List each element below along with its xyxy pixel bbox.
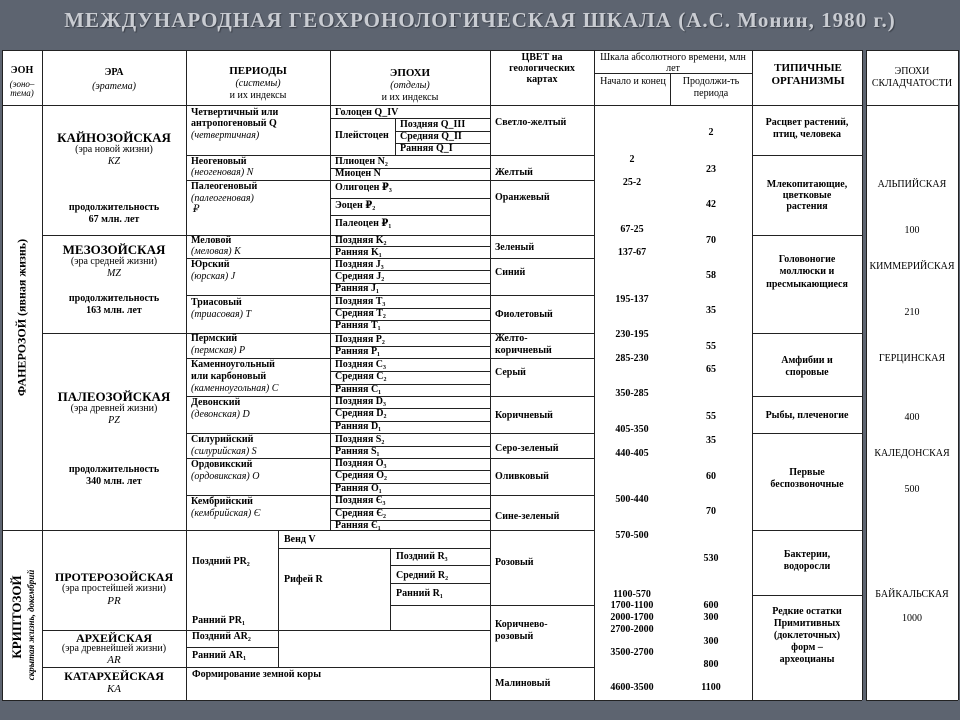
period-late-proterozoic: Поздний PR₂: [192, 556, 250, 567]
organisms-mesozoic-2: моллюски и: [779, 266, 835, 277]
epoch-p-late: Поздняя P₂: [335, 334, 385, 345]
organisms-cenozoic: Млекопитающие,: [766, 179, 848, 190]
header-epoch-sub1: (отделы): [390, 80, 430, 91]
duration-value: 42: [706, 199, 716, 210]
folding-age-100: 100: [904, 225, 920, 236]
header-color: ЦВЕТ на геологических картах: [509, 52, 575, 85]
period-silurian: Силурийский: [191, 434, 254, 445]
folding-column: [866, 50, 958, 700]
period-early-archean: Ранний AR₁: [192, 650, 247, 661]
eon-cryptozoic-sub: скрытая жизнь, докембрий: [26, 569, 36, 681]
era-archean-sub: (эра древнейшей жизни): [61, 643, 167, 654]
period-silurian-2: (силурийская) S: [191, 446, 257, 457]
header-eon: ЭОН: [10, 65, 34, 76]
header-epoch-sub2: и их индексы: [381, 92, 439, 103]
period-jurassic: Юрский: [191, 259, 230, 270]
duration-value: 70: [706, 506, 716, 517]
age-start-end: 2700-2000: [610, 624, 654, 635]
header-period-sub2: и их индексы: [229, 90, 287, 101]
period-ordovician-2: (ордовикская) O: [191, 471, 260, 482]
period-quaternary-3: (четвертичная): [191, 130, 260, 141]
era-proterozoic: ПРОТЕРОЗОЙСКАЯ: [54, 570, 174, 584]
epoch-c-mid: Средняя C₂: [335, 371, 387, 382]
folding-caledonian: КАЛЕДОНСКАЯ: [874, 448, 950, 459]
period-riphean: Рифей R: [284, 574, 323, 585]
age-start-end: 230-195: [615, 329, 649, 340]
epoch-o-mid: Средняя O₂: [335, 470, 388, 481]
header-organisms: ТИПИЧНЫЕ ОРГАНИЗМЫ: [771, 62, 845, 87]
era-cenozoic-dur1: продолжительность: [68, 202, 160, 213]
header-period-sub1: (системы): [235, 78, 281, 89]
epoch-c-early: Ранняя C₁: [335, 384, 382, 395]
color-crimson: Малиновый: [495, 678, 551, 689]
era-katarchean-idx: КА: [106, 683, 122, 695]
folding-age-210: 210: [904, 307, 920, 318]
organisms-cenozoic-q-2: птиц, человека: [772, 129, 842, 140]
age-start-end: 25-2: [622, 177, 642, 188]
age-start-end: 67-25: [620, 224, 644, 235]
age-start-end: 2: [629, 154, 635, 165]
period-quaternary: Четвертичный или: [191, 107, 279, 118]
header-scale: Шкала абсолютного времени, млн лет: [600, 52, 746, 74]
color-brown: Коричневый: [495, 410, 553, 421]
folding-baikal: БАЙКАЛЬСКАЯ: [875, 589, 949, 600]
period-permian-2: (пермская) P: [191, 345, 246, 356]
period-paleogene-3: ₽: [193, 204, 200, 215]
epoch-pl-late: Поздняя Q_III: [400, 119, 466, 130]
era-mesozoic-idx: MZ: [107, 268, 121, 279]
era-paleozoic-dur2: 340 млн. лет: [86, 476, 142, 487]
epoch-t-late: Поздняя T₃: [335, 296, 386, 307]
epoch-c-late: Поздняя C₃: [335, 359, 386, 370]
organisms-cenozoic-q: Расцвет растений,: [765, 117, 849, 128]
age-start-end: 405-350: [615, 424, 649, 435]
period-paleogene: Палеогеновый: [191, 181, 258, 192]
age-start-end: 350-285: [615, 388, 649, 399]
organisms-archean: Редкие остатки: [772, 606, 842, 617]
duration-value: 600: [703, 600, 719, 611]
page-title: МЕЖДУНАРОДНАЯ ГЕОХРОНОЛОГИЧЕСКАЯ ШКАЛА (А.С. Монин, 1980 г.): [64, 8, 896, 32]
duration-value: 65: [706, 364, 716, 375]
duration-value: 55: [706, 411, 716, 422]
duration-value: 35: [706, 435, 716, 446]
epoch-pl-early: Ранняя Q_I: [400, 143, 453, 154]
period-carboniferous-2: или карбоновый: [191, 371, 267, 382]
age-start-end: 137-67: [617, 247, 647, 258]
period-paleogene-2: (палеогеновая): [191, 193, 254, 204]
duration-value: 70: [706, 235, 716, 246]
duration-value: 800: [703, 659, 719, 670]
color-green: Зеленый: [495, 242, 535, 253]
epoch-pleistocene: Плейстоцен: [335, 130, 389, 141]
organisms-early-paleozoic: Первые: [789, 467, 825, 478]
header-era-sub: (эратема): [92, 81, 136, 92]
epoch-cm-mid: Средняя Є₂: [335, 508, 387, 519]
organisms-cenozoic-3: растения: [786, 201, 828, 212]
epoch-p-early: Ранняя P₁: [335, 346, 381, 357]
header-folding: ЭПОХИ СКЛАДЧАТОСТИ: [871, 66, 953, 89]
color-brown-pink: Коричнево-: [495, 619, 548, 630]
age-start-end: 1700-1100: [610, 600, 654, 611]
duration-value: 60: [706, 471, 716, 482]
duration-value: 55: [706, 341, 716, 352]
epoch-miocene: Миоцен N: [335, 168, 381, 179]
era-mesozoic-dur2: 163 млн. лет: [86, 305, 142, 316]
period-cretaceous-2: (меловая) K: [191, 246, 241, 257]
organisms-early-paleozoic-2: беспозвоночные: [770, 479, 844, 490]
color-violet: Фиолетовый: [495, 309, 553, 320]
duration-value: 2: [708, 127, 714, 138]
period-late-archean: Поздний AR₂: [192, 631, 251, 642]
era-mesozoic-sub: (эра средней жизни): [70, 256, 158, 267]
period-cretaceous: Меловой: [191, 235, 232, 246]
duration-value: 35: [706, 305, 716, 316]
period-triassic: Триасовый: [191, 297, 242, 308]
eon-phanerozoic: ФАНЕРОЗОЙ (явная жизнь): [14, 238, 29, 397]
epoch-d-early: Ранняя D₁: [335, 421, 382, 432]
color-blue-green: Сине-зеленый: [495, 511, 560, 522]
era-cenozoic: КАЙНОЗОЙСКАЯ: [57, 130, 171, 145]
era-katarchean: КАТАРХЕЙСКАЯ: [64, 669, 164, 683]
epoch-holocene: Голоцен Q_IV: [335, 107, 399, 118]
duration-value: 300: [703, 636, 719, 647]
organisms-mesozoic: Головоногие: [778, 254, 836, 265]
duration-value: 58: [706, 270, 716, 281]
color-yellow-brown-2: коричневый: [495, 345, 552, 356]
era-cenozoic-idx: KZ: [107, 156, 121, 167]
era-archean-idx: AR: [107, 654, 121, 666]
duration-value: 1100: [701, 682, 721, 693]
eon-cryptozoic: КРИПТОЗОЙ: [9, 575, 24, 659]
period-jurassic-2: (юрская) J: [191, 271, 236, 282]
header-eon-sub: (эоно–тема): [9, 79, 35, 99]
period-quaternary-2: антропогеновый Q: [191, 118, 277, 129]
period-permian: Пермский: [191, 333, 238, 344]
folding-age-400: 400: [904, 412, 920, 423]
folding-age-500: 500: [904, 484, 920, 495]
era-archean: АРХЕЙСКАЯ: [75, 631, 153, 645]
color-gray-green: Серо-зеленый: [495, 443, 559, 454]
organisms-proterozoic-2: водоросли: [783, 561, 831, 572]
epoch-t-mid: Средняя T₂: [335, 308, 386, 319]
age-start-end: 2000-1700: [610, 612, 654, 623]
color-orange: Оранжевый: [495, 192, 550, 203]
age-start-end: 440-405: [615, 448, 649, 459]
color-olive: Оливковый: [495, 471, 549, 482]
era-paleozoic-idx: PZ: [108, 415, 120, 426]
period-carboniferous: Каменноугольный: [191, 359, 275, 370]
organisms-proterozoic: Бактерии,: [783, 549, 831, 560]
epoch-s-late: Поздняя S₂: [335, 434, 385, 445]
era-paleozoic: ПАЛЕОЗОЙСКАЯ: [57, 389, 171, 404]
period-early-proterozoic: Ранний PR₁: [192, 615, 245, 626]
age-start-end: 570-500: [615, 530, 649, 541]
epoch-r-late: Поздний R₃: [396, 551, 448, 562]
epoch-j-mid: Средняя J₂: [335, 271, 385, 282]
epoch-r-early: Ранний R₁: [396, 588, 443, 599]
period-vend: Венд V: [284, 534, 316, 545]
era-cenozoic-dur2: 67 млн. лет: [88, 214, 140, 225]
era-proterozoic-sub: (эра простейшей жизни): [62, 583, 166, 594]
header-era: ЭРА: [104, 67, 124, 78]
period-devonian: Девонский: [191, 397, 241, 408]
duration-value: 23: [706, 164, 716, 175]
duration-value: 530: [703, 553, 719, 564]
age-start-end: 285-230: [615, 353, 649, 364]
header-duration: Продолжи-ть периода: [682, 76, 740, 99]
duration-value: 300: [703, 612, 719, 623]
period-devonian-2: (девонская) D: [191, 409, 250, 420]
organisms-archean-2: Примитивных: [773, 618, 841, 629]
period-cambrian-2: (кембрийская) Є: [191, 508, 261, 519]
period-crust-formation: Формирование земной коры: [192, 669, 322, 680]
epoch-eocene: Эоцен ₽₂: [335, 200, 376, 211]
organisms-archean-5: археоцианы: [779, 654, 835, 665]
epoch-o-late: Поздняя O₃: [335, 458, 387, 469]
era-paleozoic-sub: (эра древней жизни): [70, 403, 158, 414]
epoch-cm-early: Ранняя Є₁: [335, 520, 381, 531]
epoch-o-early: Ранняя O₁: [335, 483, 382, 494]
age-start-end: 195-137: [615, 294, 649, 305]
age-start-end: 4600-3500: [610, 682, 654, 693]
epoch-pliocene: Плиоцен N₂: [335, 156, 388, 167]
epoch-paleocene: Палеоцен ₽₁: [335, 218, 392, 229]
epoch-t-early: Ранняя T₁: [335, 320, 381, 331]
age-start-end: 3500-2700: [610, 647, 654, 658]
period-triassic-2: (триасовая) T: [191, 309, 252, 320]
epoch-k-late: Поздняя K₂: [335, 235, 387, 246]
organisms-devonian: Рыбы, плеченогие: [765, 410, 849, 421]
organisms-late-paleozoic-2: споровые: [785, 367, 829, 378]
organisms-archean-3: (доклеточных): [773, 630, 841, 641]
organisms-archean-4: форм –: [791, 642, 823, 653]
era-proterozoic-idx: PR: [107, 595, 121, 607]
period-neogene: Неогеновый: [191, 156, 247, 167]
header-epoch: ЭПОХИ: [389, 67, 431, 79]
epoch-pl-mid: Средняя Q_II: [400, 131, 462, 142]
epoch-oligocene: Олигоцен ₽₃: [335, 182, 392, 193]
organisms-late-paleozoic: Амфибии и: [781, 355, 833, 366]
age-start-end: 1100-570: [613, 589, 651, 600]
epoch-d-late: Поздняя D₃: [335, 396, 386, 407]
epoch-r-mid: Средний R₂: [396, 570, 449, 581]
period-ordovician: Ордовикский: [191, 459, 253, 470]
epoch-j-late: Поздняя J₃: [335, 259, 384, 270]
folding-alpine: АЛЬПИЙСКАЯ: [877, 179, 947, 190]
header-period: ПЕРИОДЫ: [229, 65, 287, 77]
era-cenozoic-sub: (эра новой жизни): [75, 144, 153, 155]
folding-age-1000: 1000: [902, 613, 922, 624]
color-yellow: Желтый: [495, 167, 533, 178]
header-start-end: Начало и конец: [600, 76, 666, 87]
folding-hercynian: ГЕРЦИНСКАЯ: [878, 353, 946, 364]
period-carboniferous-3: (каменноугольная) C: [191, 383, 279, 394]
organisms-mesozoic-3: пресмыкающиеся: [766, 279, 848, 290]
color-pink: Розовый: [495, 557, 534, 568]
color-blue: Синий: [495, 267, 526, 278]
era-mesozoic: МЕЗОЗОЙСКАЯ: [62, 242, 166, 257]
epoch-k-early: Ранняя K₁: [335, 247, 382, 258]
epoch-d-mid: Средняя D₂: [335, 408, 387, 419]
era-mesozoic-dur1: продолжительность: [68, 293, 160, 304]
period-neogene-2: (неогеновая) N: [191, 167, 254, 178]
era-paleozoic-dur1: продолжительность: [68, 464, 160, 475]
epoch-j-early: Ранняя J₁: [335, 283, 379, 294]
color-brown-pink-2: розовый: [495, 631, 534, 642]
color-light-yellow: Светло-желтый: [495, 117, 567, 128]
age-start-end: 500-440: [615, 494, 649, 505]
folding-cimmerian: КИММЕРИЙСКАЯ: [869, 261, 955, 272]
color-gray: Серый: [495, 367, 526, 378]
period-cambrian: Кембрийский: [191, 496, 253, 507]
organisms-cenozoic-2: цветковые: [782, 190, 832, 201]
epoch-cm-late: Поздняя Є₃: [335, 495, 386, 506]
color-yellow-brown: Желто-: [495, 333, 528, 344]
epoch-s-early: Ранняя S₁: [335, 446, 380, 457]
